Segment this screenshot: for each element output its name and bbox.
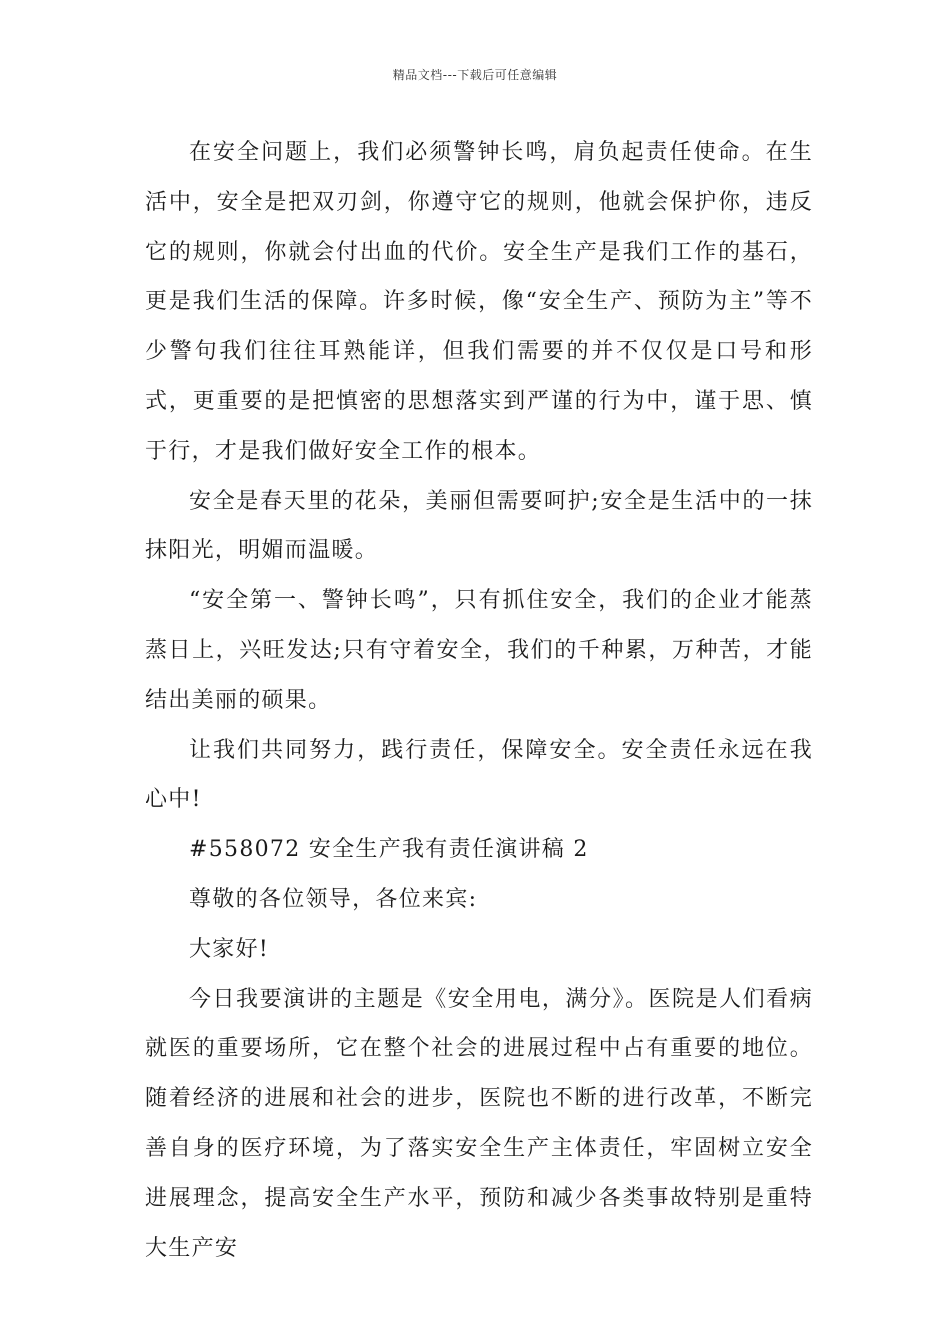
page-header: 精品文档---下载后可任意编辑 — [392, 68, 558, 82]
paragraph-speech-topic: 今日我要演讲的主题是《安全用电，满分》。医院是人们看病就医的重要场所，它在整个社会的进展过程中占有重要的地位。随着经济的进展和社会的进步，医院也不断的进行改革，不断完善自身的医疗环境，为了落实安全生产主体责任，牢固树立安全进展理念，提高安全生产水平，预防和减少各类事故特别是重特大生产安 — [145, 986, 813, 1261]
paragraph-work-together: 让我们共同努力，践行责任，保障安全。安全责任永远在我心中! — [145, 737, 813, 813]
paragraph-spring-flower: 安全是春天里的花朵，美丽但需要呵护;安全是生活中的一抹抹阳光，明媚而温暖。 — [145, 488, 813, 564]
paragraph-safety-responsibility: 在安全问题上，我们必须警钟长鸣，肩负起责任使命。在生活中，安全是把双刃剑，你遵守它的规则，他就会保护你，违反它的规则，你就会付出血的代价。安全生产是我们工作的基石，更是我们生活的保障。许多时候，像“安全生产、预防为主”等不少警句我们往往耳熟能详，但我们需要的并不仅仅是口号和形式，更重要的是把慎密的思想落实到严谨的行为中，谨于思、慎于行，才是我们做好安全工作的根本。 — [145, 140, 813, 464]
paragraph-safety-first: “安全第一、警钟长鸣”，只有抓住安全，我们的企业才能蒸蒸日上，兴旺发达;只有守着安全，我们的千种累，万种苦，才能结出美丽的硕果。 — [145, 588, 813, 713]
document-body — [145, 128, 813, 1273]
salutation: 尊敬的各位领导，各位来宾: — [189, 886, 478, 912]
section-title: #558072 安全生产我有责任演讲稿 2 — [189, 837, 589, 863]
greeting: 大家好! — [189, 936, 270, 962]
